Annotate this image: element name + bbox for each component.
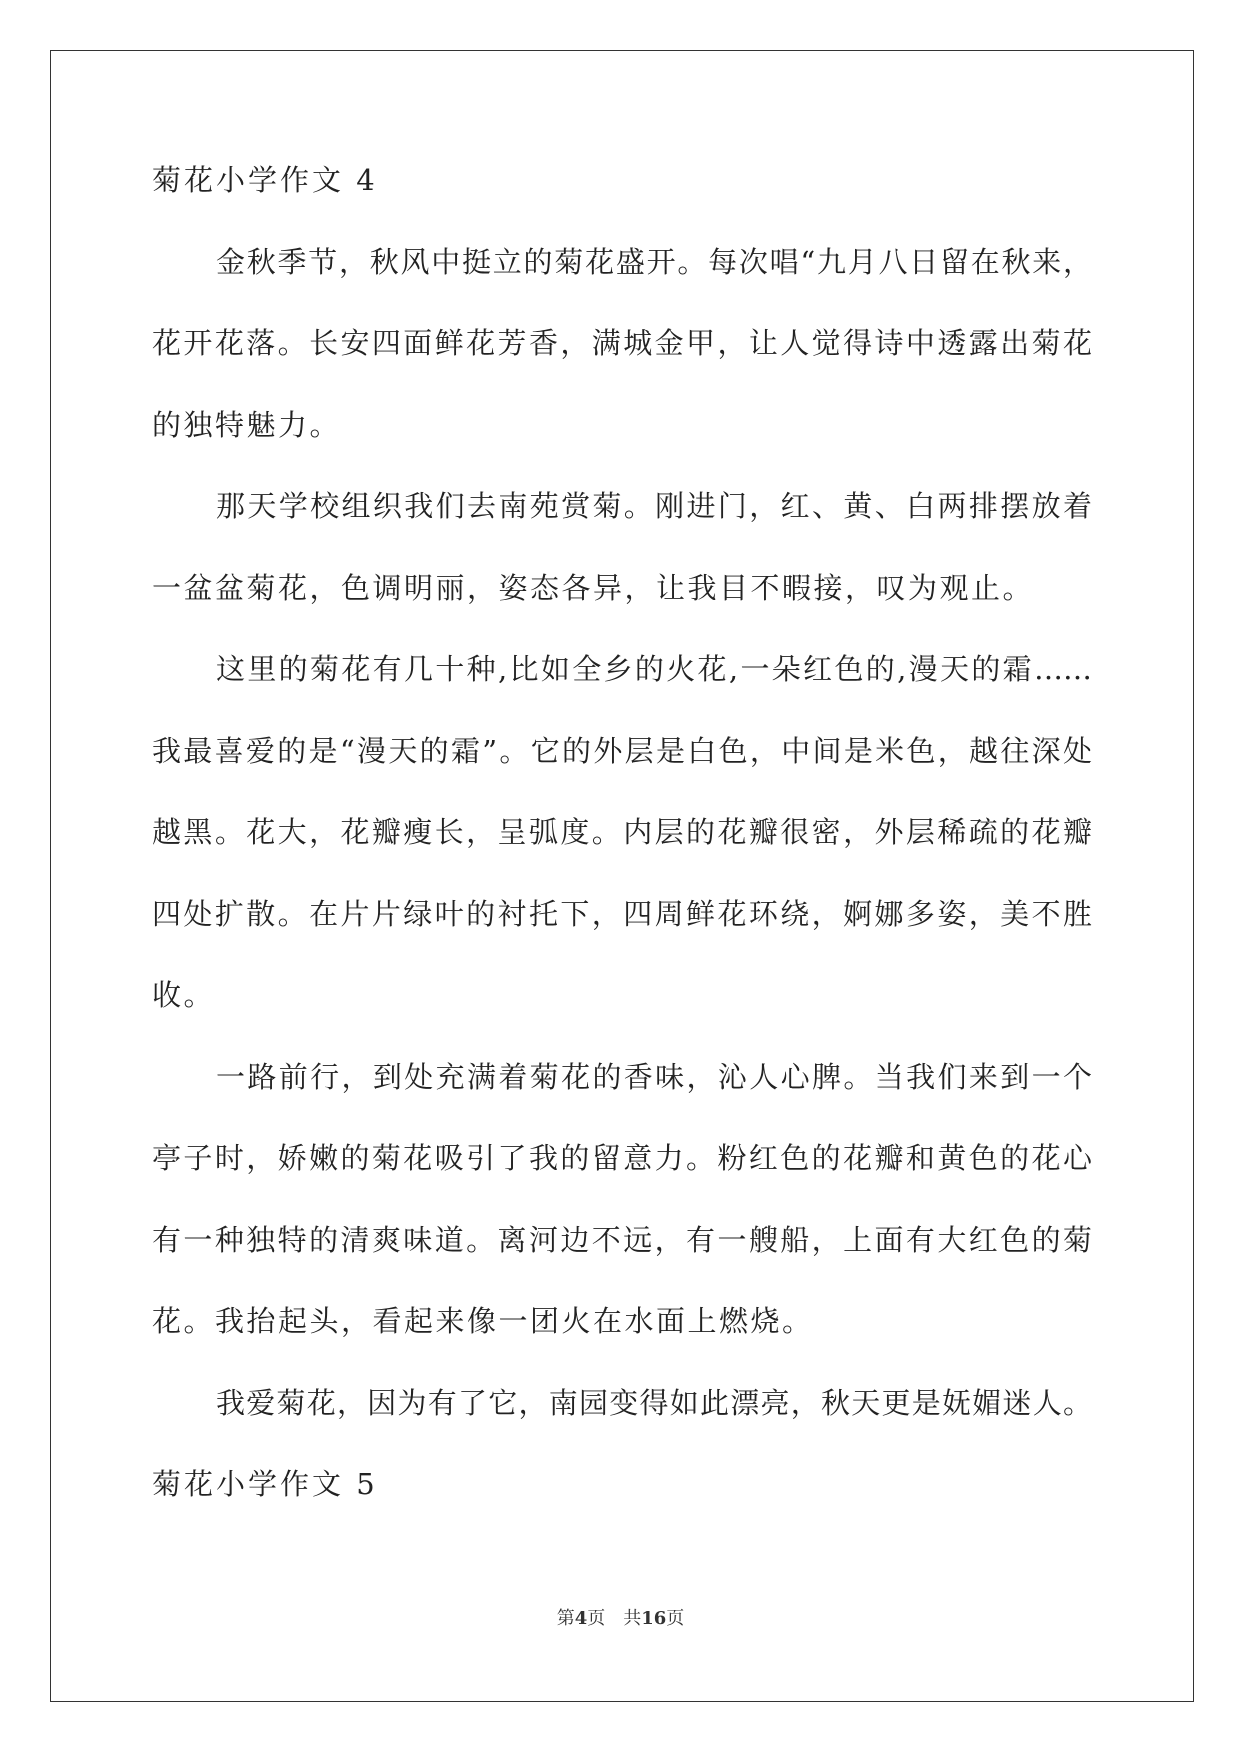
paragraph-3	[152, 629, 1092, 1037]
footer-total-suffix: 页	[666, 1608, 685, 1629]
text-line: 这里的菊花有几十种,比如全乡的火花,一朵红色的,漫天的霜……	[216, 652, 1092, 686]
text-line: 花。我抬起头，看起来像一团火在水面上燃烧。	[152, 1304, 814, 1338]
text-line: 四处扩散。在片片绿叶的衬托下，四周鲜花环绕，婀娜多姿，美不胜	[152, 896, 1092, 931]
paragraph-2	[152, 466, 1092, 629]
text-line: 亭子时，娇嫩的菊花吸引了我的留意力。粉红色的花瓣和黄色的花心	[152, 1141, 1092, 1175]
text-line: 我最喜爱的是“漫天的霜”。它的外层是白色，中间是米色，越往深处	[152, 733, 1092, 768]
section-heading: 菊花小学作文 5	[152, 1467, 378, 1501]
text-line: 收。	[152, 978, 216, 1012]
text-line: 那天学校组织我们去南苑赏菊。刚进门，红、黄、白两排摆放着	[216, 489, 1092, 523]
footer-prefix: 第	[556, 1608, 575, 1629]
footer-total-prefix: 共	[623, 1608, 642, 1629]
page-footer	[0, 1604, 1241, 1630]
document-body	[152, 140, 1092, 1526]
section-heading: 菊花小学作文 4	[152, 163, 378, 197]
text-line: 一路前行，到处充满着菊花的香味，沁人心脾。当我们来到一个	[216, 1059, 1092, 1094]
text-line: 我爱菊花，因为有了它，南园变得如此漂亮，秋天更是妩媚迷人。	[216, 1385, 1092, 1420]
page-number: 4	[574, 1608, 588, 1629]
text-line: 的独特魅力。	[152, 407, 342, 442]
text-line: 花开花落。长安四面鲜花芳香，满城金甲，让人觉得诗中透露出菊花	[152, 326, 1092, 360]
total-pages: 16	[641, 1608, 667, 1629]
text-line: 有一种独特的清爽味道。离河边不远，有一艘船，上面有大红色的菊	[152, 1222, 1092, 1257]
text-line: 一盆盆菊花，色调明丽，姿态各异，让我目不暇接，叹为观止。	[152, 570, 1035, 605]
text-line: 越黑。花大，花瓣瘦长，呈弧度。内层的花瓣很密，外层稀疏的花瓣	[152, 815, 1092, 849]
paragraph-5	[152, 1363, 1092, 1445]
text-line: 金秋季节，秋风中挺立的菊花盛开。每次唱“九月八日留在秋来，	[216, 244, 1092, 279]
paragraph-4	[152, 1037, 1092, 1363]
paragraph-1	[152, 222, 1092, 467]
footer-page-suffix: 页	[587, 1608, 606, 1629]
